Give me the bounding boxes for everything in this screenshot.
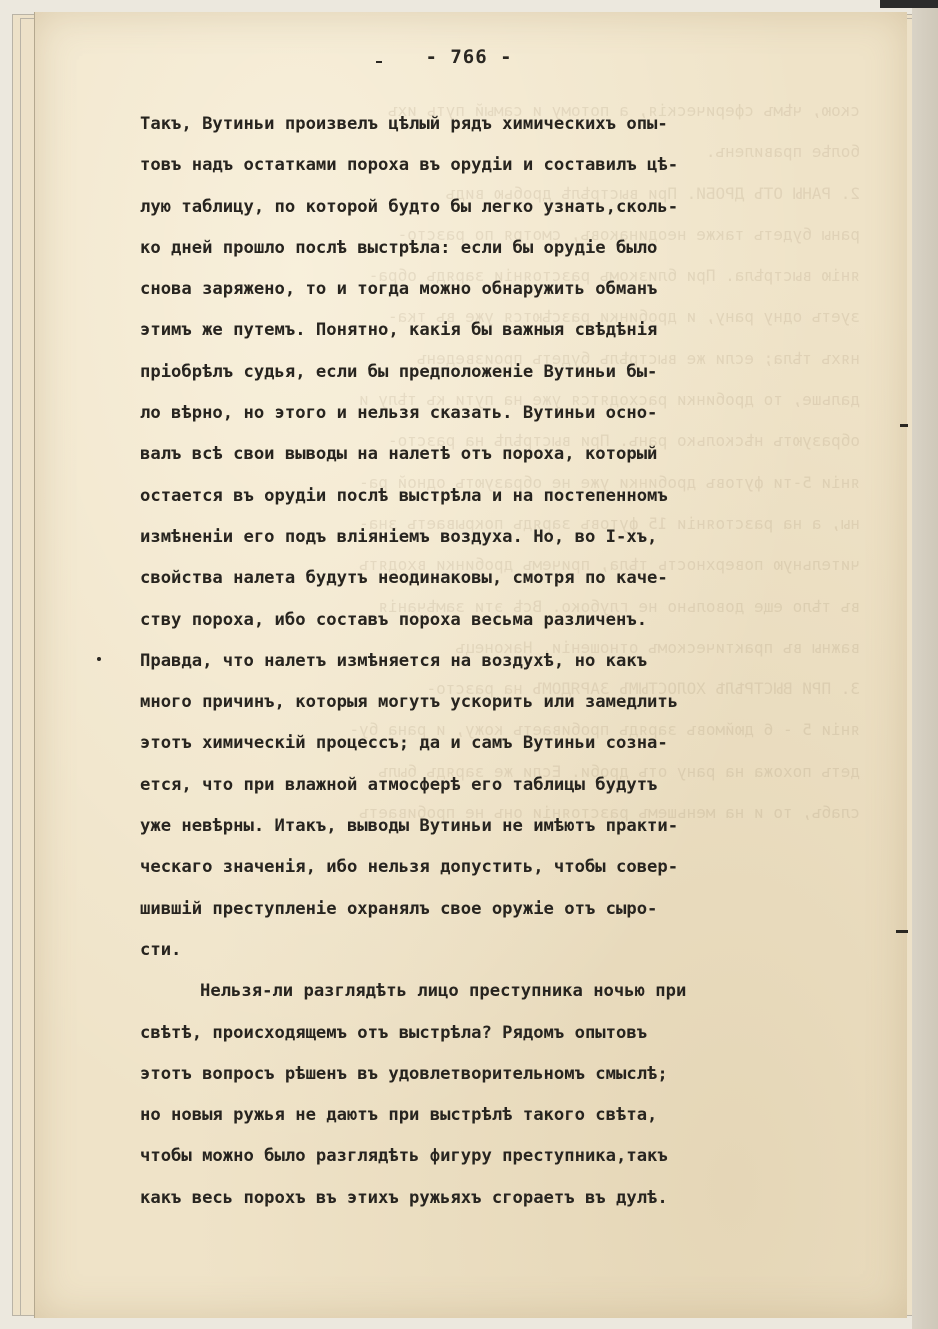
text-line: пріобрѣлъ судья, если бы предположеніе Вутиньи бы- xyxy=(140,361,658,382)
text-line: снова заряжено, то и тогда можно обнаружить обманъ xyxy=(140,279,658,300)
text-line: Правда, что налетъ измѣняется на воздухѣ, но какъ xyxy=(140,650,648,671)
text-line: ству пороха, ибо составъ пороха весьма различенъ. xyxy=(140,609,648,630)
document-body xyxy=(140,104,840,1219)
text-line: много причинъ, которыя могутъ ускорить или замедлить xyxy=(140,692,679,713)
text-line: ко дней прошло послѣ выстрѣла: если бы орудіе было xyxy=(140,237,658,258)
text-line: шившій преступленіе охранялъ свое оружіе отъ сыро- xyxy=(140,898,658,919)
text-line: валъ всѣ свои выводы на налетѣ отъ пороха, который xyxy=(140,444,658,465)
text-line: этимъ же путемъ. Понятно, какія бы важныя свѣдѣнія xyxy=(140,320,658,341)
text-line: какъ весь порохъ въ этихъ ружьяхъ сгораетъ въ дулѣ. xyxy=(140,1187,668,1208)
text-line: ческаго значенія, ибо нельзя допустить, чтобы совер- xyxy=(140,857,679,878)
paragraph-first-line: Нельзя-ли разглядѣть лицо преступника ночью при xyxy=(200,981,687,1002)
text-line: свѣтѣ, происходящемъ отъ выстрѣла? Рядомъ опытовъ xyxy=(140,1022,648,1043)
text-line: сти. xyxy=(140,939,182,960)
text-line: свойства налета будутъ неодинаковы, смотря по каче- xyxy=(140,568,668,589)
text-line: но новыя ружья не даютъ при выстрѣлѣ такого свѣта, xyxy=(140,1105,658,1126)
scanner-background xyxy=(912,0,938,1329)
scanner-shadow xyxy=(880,0,938,8)
ink-speck xyxy=(896,930,908,933)
text-line: ло вѣрно, но этого и нельзя сказать. Вутиньи осно- xyxy=(140,403,658,424)
text-line: этотъ химическій процессъ; да и самъ Вутиньи созна- xyxy=(140,733,668,754)
text-line: остается въ орудіи послѣ выстрѣла и на постепенномъ xyxy=(140,485,668,506)
text-line: чтобы можно было разглядѣть фигуру преступника,такъ xyxy=(140,1146,668,1167)
ink-speck xyxy=(900,424,908,427)
ink-speck xyxy=(97,657,101,661)
text-line: лую таблицу, по которой будто бы легко узнать,сколь- xyxy=(140,196,679,217)
text-line: этотъ вопросъ рѣшенъ въ удовлетворительномъ смыслѣ; xyxy=(140,1063,668,1084)
text-line: товъ надъ остатками пороха въ орудіи и составилъ цѣ- xyxy=(140,155,679,176)
text-line: уже невѣрны. Итакъ, выводы Вутиньи не имѣютъ практи- xyxy=(140,816,679,837)
page-number: - 766 - xyxy=(425,46,513,68)
text-line: ется, что при влажной атмосферѣ его таблицы будутъ xyxy=(140,774,658,795)
ink-speck xyxy=(376,61,382,63)
text-line: Такъ, Вутиньи произвелъ цѣлый рядъ химическихъ опы- xyxy=(140,114,668,134)
text-line: измѣненіи его подъ вліяніемъ воздуха. Но, во I-хъ, xyxy=(140,526,658,547)
